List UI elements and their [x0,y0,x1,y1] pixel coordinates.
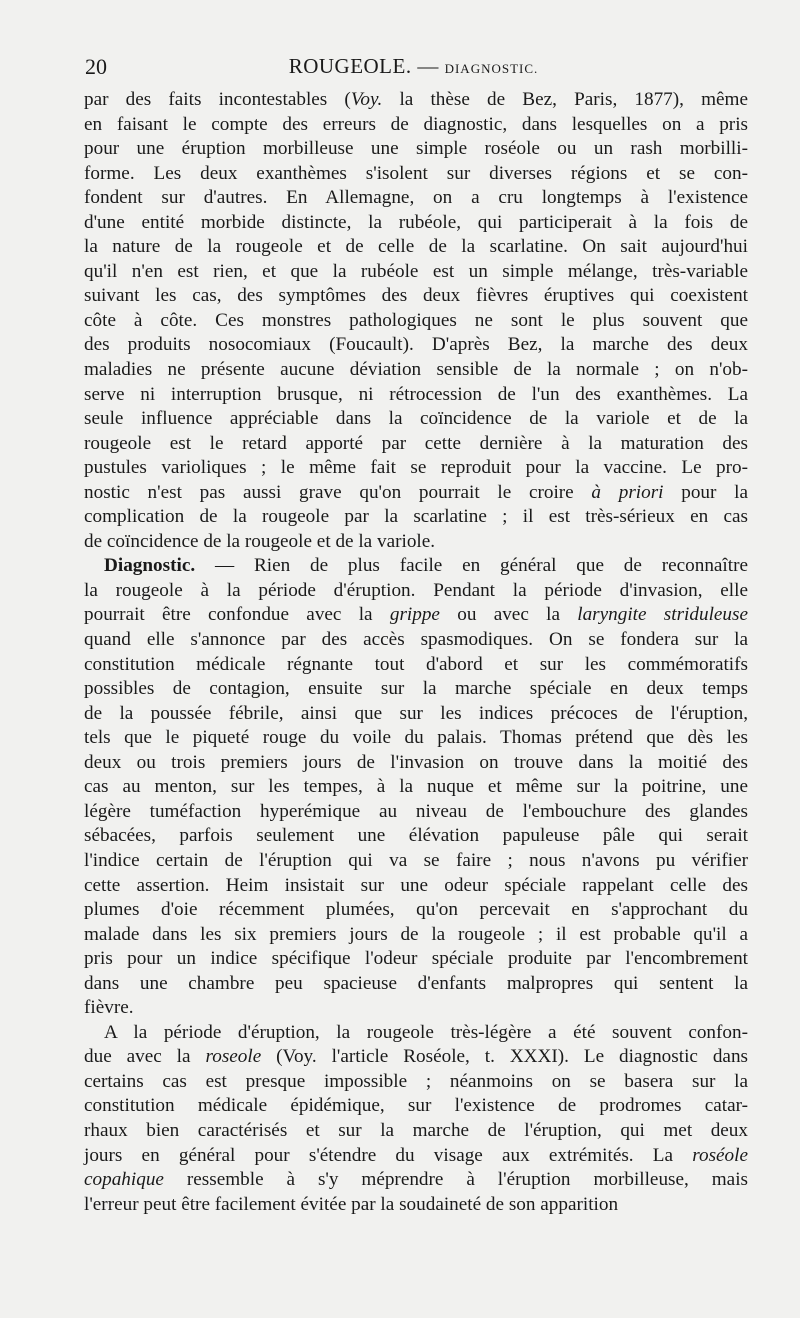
text-line: rhaux bien caractérisés et sur la marche de l'éruption, qui met deux [84,1119,748,1141]
section-title: DIAGNOSTIC. [444,61,539,76]
body-text [84,88,748,1217]
text-line: pustules varioliques ; le même fait se reproduit pour la vaccine. Le pro- [84,457,748,479]
text-line: seule influence appréciable dans la coïncidence de la variole et de la [84,408,748,430]
text-line: pris pour un indice spécifique l'odeur spéciale produite par l'encombrement [84,948,748,970]
text-line: nostic n'est pas aussi grave qu'on pourrait le croire à priori pour la [84,481,748,503]
text-line: d'une entité morbide distincte, la rubéole, qui participerait à la fois de [84,211,748,233]
text-line: légère tuméfaction hyperémique au niveau de l'embouchure des glandes [84,800,748,822]
emphasis-roseole-copahique: roséole [692,1144,748,1166]
text-line: par des faits incontestables (Voy. la thèse de Bez, Paris, 1877), même [84,89,748,110]
emphasis-laryngite: laryngite striduleuse [577,604,748,626]
text-line: forme. Les deux exanthèmes s'isolent sur diverses régions et se con- [84,162,748,184]
text-line: deux ou trois premiers jours de l'invasion on trouve dans la moitié des [84,751,748,773]
text-line: en faisant le compte des erreurs de diagnostic, dans lesquelles on a pris [84,113,748,135]
emphasis-a-priori: à priori [591,481,664,503]
text-line: la rougeole à la période d'éruption. Pendant la période d'invasion, elle [84,579,748,601]
text-line: constitution médicale régnante tout d'abord et sur les commémoratifs [84,653,748,675]
text-line: malade dans les six premiers jours de la rougeole ; il est probable qu'il a [84,923,748,945]
text-line: côte à côte. Ces monstres pathologiques ne sont le plus souvent que [84,309,748,331]
text-line: constitution médicale épidémique, sur l'existence de prodromes catar- [84,1095,748,1117]
emphasis-roseole: roseole [205,1046,262,1068]
text-line: Diagnostic. — Rien de plus facile en général que de reconnaître [104,555,748,577]
text-line: complication de la rougeole par la scarlatine ; il est très-sérieux en cas [84,506,748,528]
text-line: fièvre. [84,997,134,1019]
chapter-title: ROUGEOLE. [288,54,412,78]
text-line: pourrait être confondue avec la grippe ou avec la laryngite striduleuse [84,604,748,626]
text-line: l'erreur peut être facilement évitée par la soudaineté de son apparition [84,1193,619,1215]
text-line: serve ni interruption brusque, ni rétrocession de l'un des exanthèmes. La [84,383,748,405]
text-line: rougeole est le retard apporté par cette dernière à la maturation des [84,432,748,454]
text-line: due avec la roseole (Voy. l'article Roséole, t. XXXI). Le diagnostic dans [84,1046,749,1068]
text-line: jours en général pour s'étendre du visage aux extrémités. La roséole [84,1144,748,1166]
text-line: cas au menton, sur les tempes, à la nuque et même sur la poitrine, une [84,776,748,798]
text-line: l'indice certain de l'éruption qui va se faire ; nous n'avons pu vérifier [84,849,748,871]
text-line: possibles de contagion, ensuite sur la marche spéciale en deux temps [84,678,748,700]
text-line: plumes d'oie récemment plumées, qu'on percevait en s'approchant du [84,899,748,921]
emphasis-copahique: copahique [84,1169,164,1191]
text-line: certains cas est presque impossible ; néanmoins on se basera sur la [84,1070,748,1092]
text-line: copahique ressemble à s'y méprendre à l'éruption morbilleuse, mais [84,1169,748,1191]
emphasis-voy: Voy. [350,89,383,110]
emphasis-grippe: grippe [389,604,440,626]
text-line: fondent sur d'autres. En Allemagne, on a cru longtemps à l'existence [84,187,748,209]
text-line: de la poussée fébrile, ainsi que sur les indices précoces de l'éruption, [84,702,748,724]
text-line: de coïncidence de la rougeole et de la variole. [84,530,436,552]
text-line: dans une chambre peu spacieuse d'enfants malpropres qui sentent la [84,972,748,994]
running-header [85,50,742,84]
text-line: tels que le piqueté rouge du voile du palais. Thomas prétend que dès les [84,727,748,749]
text-line: la nature de la rougeole et de celle de la scarlatine. On sait aujourd'hui [84,236,748,258]
section-heading-diagnostic: Diagnostic. [104,555,196,577]
title-separator: — [417,54,439,78]
running-title [85,54,742,79]
text-line: maladies ne présente aucune déviation sensible de la normale ; on n'ob- [84,359,748,381]
page-number: 20 [85,54,107,79]
text-line: des produits nosocomiaux (Foucault). D'après Bez, la marche des deux [84,334,748,356]
text-line: suivant les cas, des symptômes des deux fièvres éruptives qui coexistent [84,285,748,307]
text-line: quand elle s'annonce par des accès spasmodiques. On se fondera sur la [84,629,748,651]
text-line: sébacées, parfois seulement une élévation papuleuse pâle qui serait [84,825,748,847]
text-line: A la période d'éruption, la rougeole très-légère a été souvent confon- [104,1021,748,1043]
text-line: cette assertion. Heim insistait sur une odeur spéciale rappelant celle des [84,874,748,896]
text-line: pour une éruption morbilleuse une simple roséole ou un rash morbilli- [84,138,748,160]
text-line: qu'il n'en est rien, et que la rubéole est un simple mélange, très-variable [84,260,748,282]
